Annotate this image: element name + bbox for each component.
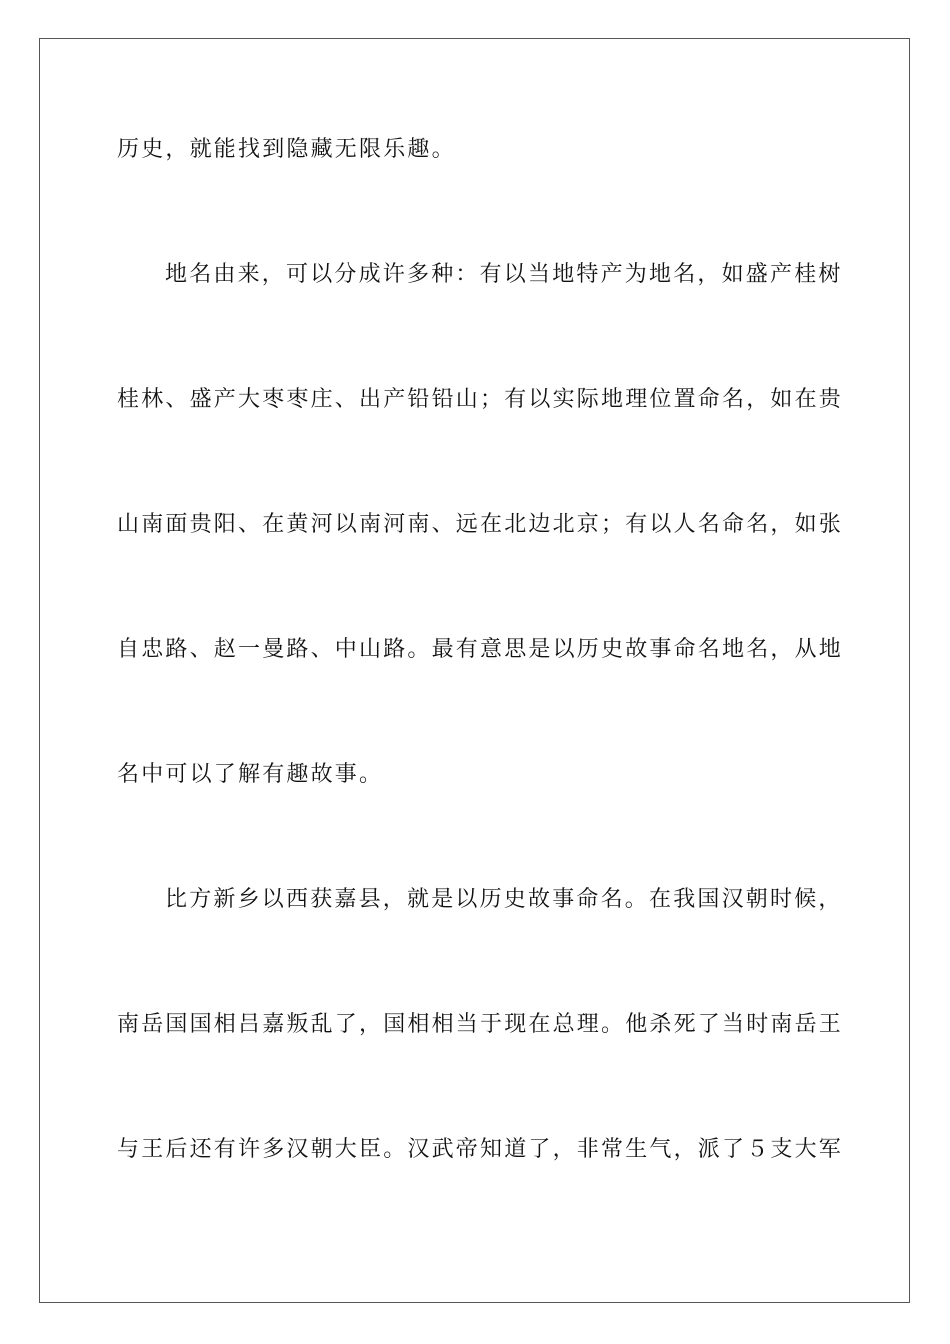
- text-line-5: 自忠路、赵一曼路、中山路。最有意思是以历史故事命名地名，从地: [117, 637, 844, 662]
- text-line-1: 历史，就能找到隐藏无限乐趣。: [117, 137, 456, 162]
- text-line-2: 地名由来，可以分成许多种：有以当地特产为地名，如盛产桂树: [165, 262, 843, 287]
- text-line-4: 山南面贵阳、在黄河以南河南、远在北边北京；有以人名命名，如张: [117, 512, 844, 537]
- text-line-9: 与王后还有许多汉朝大臣。汉武帝知道了，非常生气，派了５支大军: [117, 1137, 844, 1162]
- text-line-3: 桂林、盛产大枣枣庄、出产铅铅山；有以实际地理位置命名，如在贵: [117, 387, 844, 412]
- page-border: [39, 38, 910, 1303]
- text-line-6: 名中可以了解有趣故事。: [117, 762, 384, 787]
- text-line-7: 比方新乡以西获嘉县，就是以历史故事命名。在我国汉朝时候，: [165, 887, 843, 912]
- text-line-8: 南岳国国相吕嘉叛乱了，国相相当于现在总理。他杀死了当时南岳王: [117, 1012, 844, 1037]
